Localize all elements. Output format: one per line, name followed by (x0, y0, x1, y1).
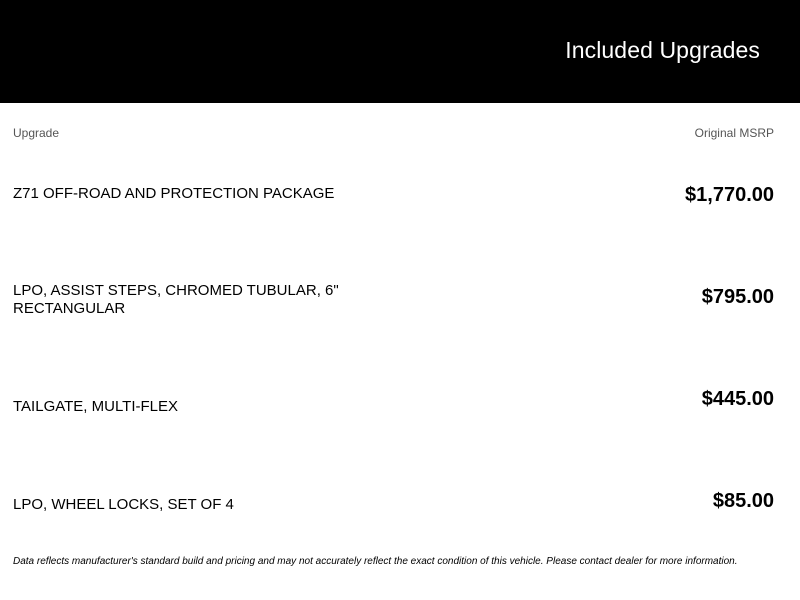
upgrade-price: $85.00 (712, 490, 774, 512)
upgrade-price: $1,770.00 (685, 184, 774, 206)
column-header-upgrade: Upgrade (13, 126, 60, 140)
upgrade-name: TAILGATE, MULTI-FLEX (13, 398, 179, 415)
upgrade-price: $445.00 (701, 388, 774, 410)
disclaimer-footnote: Data reflects manufacturer's standard build and pricing and may not accurately reflect the exact condition of this vehicle. Please contact dealer for more information. (13, 556, 738, 567)
header-bar (0, 0, 800, 103)
page-title: Included Upgrades (565, 37, 760, 63)
upgrade-price: $795.00 (701, 286, 774, 308)
upgrade-name: LPO, ASSIST STEPS, CHROMED TUBULAR, 6" RECTANGULAR (13, 282, 339, 317)
upgrade-name: Z71 OFF-ROAD AND PROTECTION PACKAGE (13, 185, 335, 202)
upgrade-name: LPO, WHEEL LOCKS, SET OF 4 (13, 496, 234, 513)
column-header-msrp: Original MSRP (694, 126, 774, 140)
